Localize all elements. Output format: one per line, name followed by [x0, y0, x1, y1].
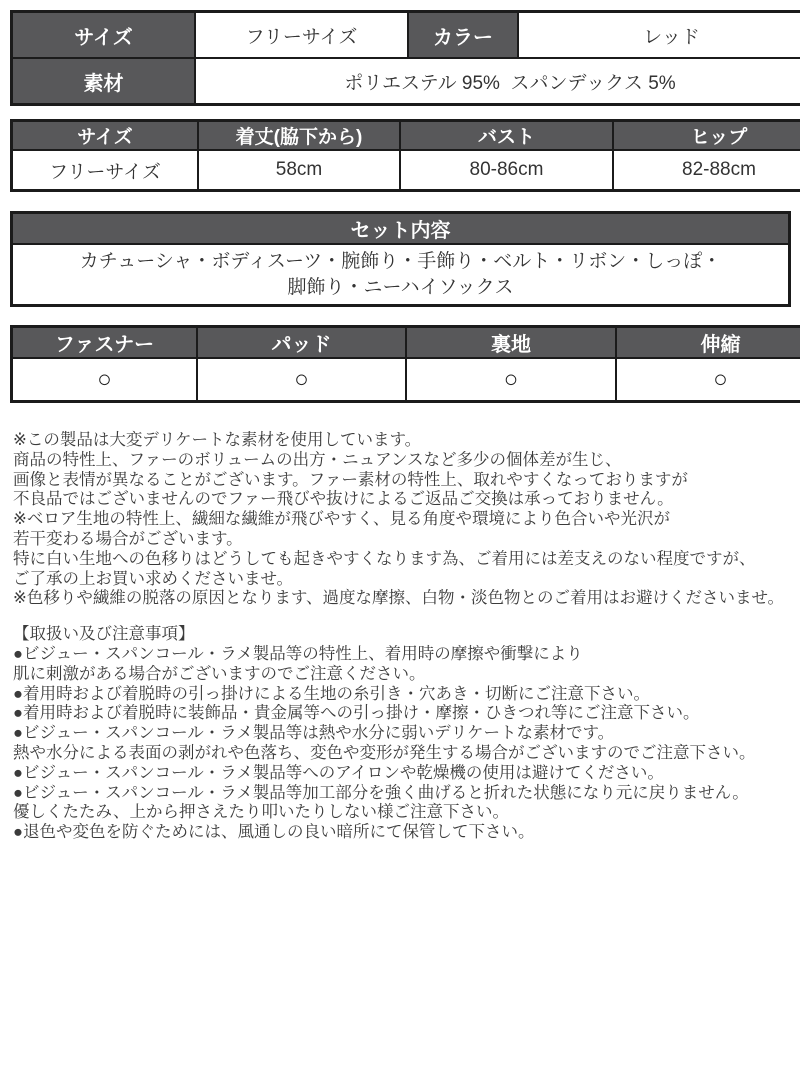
- handling-note-line: ●ビジュー・スパンコール・ラメ製品等の特性上、着用時の摩擦や衝撃により: [13, 644, 583, 663]
- care-note-line: 特に白い生地への色移りはどうしても起きやすくなります為、ご着用には差支えのない程度ですが、: [13, 549, 756, 568]
- care-notes: [13, 431, 790, 609]
- care-note-line: ※ベロア生地の特性上、繊細な繊維が飛びやすく、見る角度や環境により色合いや光沢が: [13, 510, 670, 529]
- set-contents-line: 脚飾り・ニーハイソックス: [287, 276, 514, 298]
- table-header-row: [12, 327, 800, 359]
- measure-hip-header: ヒップ: [613, 121, 800, 151]
- handling-note-line: 肌に刺激がある場合がございますのでご注意ください。: [13, 664, 426, 683]
- table-row: [12, 244, 790, 306]
- set-contents-table: [10, 211, 791, 307]
- size-header-cell: サイズ: [12, 12, 196, 59]
- size-color-material-table: [10, 10, 800, 106]
- measure-length-header: 着丈(脇下から): [198, 121, 400, 151]
- measure-length-value: 58cm: [198, 150, 400, 191]
- pad-mark circle-mark: ○: [197, 358, 406, 402]
- table-header-row: [12, 213, 790, 245]
- features-table: [10, 325, 800, 403]
- measurements-table: [10, 119, 800, 192]
- measure-bust-header: バスト: [400, 121, 613, 151]
- stretch-mark circle-mark: ○: [616, 358, 800, 402]
- handling-note-line: ●ビジュー・スパンコール・ラメ製品等は熱や水分に弱いデリケートな素材です。: [13, 724, 615, 743]
- care-note-line: 若干変わる場合がございます。: [13, 529, 243, 548]
- fastener-header: ファスナー: [12, 327, 198, 359]
- measure-size-value: フリーサイズ: [12, 150, 199, 191]
- measure-bust-value: 80-86cm: [400, 150, 613, 191]
- handling-note-line: ●ビジュー・スパンコール・ラメ製品等加工部分を強く曲げると折れた状態になり元に戻りません。: [13, 783, 749, 802]
- care-note-line: ※この製品は大変デリケートな素材を使用しています。: [13, 431, 422, 449]
- care-note-line: ご了承の上お買い求めくださいませ。: [13, 569, 294, 588]
- pad-header: パッド: [197, 327, 406, 359]
- fastener-mark circle-mark: ○: [12, 358, 198, 402]
- color-header-cell: カラー: [408, 12, 518, 59]
- measure-hip-value: 82-88cm: [613, 150, 800, 191]
- stretch-header: 伸縮: [616, 327, 800, 359]
- care-note-line: 画像と表情が異なることがございます。ファー素材の特性上、取れやすくなっておりますが: [13, 470, 688, 489]
- table-row: [12, 12, 800, 59]
- care-note-line: ※色移りや繊維の脱落の原因となります、過度な摩擦、白物・淡色物とのご着用はお避けくださいませ。: [13, 589, 785, 608]
- handling-note-line: ●ビジュー・スパンコール・ラメ製品等へのアイロンや乾燥機の使用は避けてください。: [13, 763, 664, 782]
- material-header-cell: 素材: [12, 58, 196, 105]
- table-row: [12, 150, 800, 191]
- lining-header: 裏地: [406, 327, 616, 359]
- care-note-line: 商品の特性上、ファーのボリュームの出方・ニュアンスなど多少の個体差が生じ、: [13, 450, 622, 469]
- size-value-cell: フリーサイズ: [195, 12, 408, 59]
- color-value-cell: レッド: [518, 12, 800, 59]
- handling-notes: [13, 625, 790, 843]
- material-value-cell: ポリエステル 95% スパンデックス 5%: [195, 58, 800, 105]
- handling-notes-title: 【取扱い及び注意事項】: [13, 625, 195, 644]
- set-contents-line: カチューシャ・ボディスーツ・腕飾り・手飾り・ベルト・リボン・しっぽ・: [79, 250, 722, 272]
- set-contents-title: セット内容: [12, 213, 790, 245]
- handling-note-line: ●退色や変色を防ぐためには、風通しの良い暗所にて保管して下さい。: [13, 823, 535, 842]
- handling-note-line: ●着用時および着脱時に装飾品・貴金属等への引っ掛け・摩擦・ひきつれ等にご注意下さい。: [13, 704, 700, 723]
- measure-size-header: サイズ: [12, 121, 199, 151]
- table-row: [12, 358, 800, 402]
- table-row: [12, 58, 800, 105]
- set-contents-value: [12, 244, 790, 306]
- handling-note-line: ●着用時および着脱時の引っ掛けによる生地の糸引き・穴あき・切断にご注意下さい。: [13, 684, 650, 703]
- table-header-row: [12, 121, 800, 151]
- handling-note-line: 熱や水分による表面の剥がれや色落ち、変色や変形が発生する場合がございますのでご注意下さい。: [13, 743, 756, 762]
- care-note-line: 不良品ではございませんのでファー飛びや抜けによるご返品ご交換は承っておりません。: [13, 490, 674, 509]
- lining-mark circle-mark: ○: [406, 358, 616, 402]
- handling-note-line: 優しくたたみ、上から押さえたり叩いたりしない様ご注意下さい。: [13, 803, 509, 822]
